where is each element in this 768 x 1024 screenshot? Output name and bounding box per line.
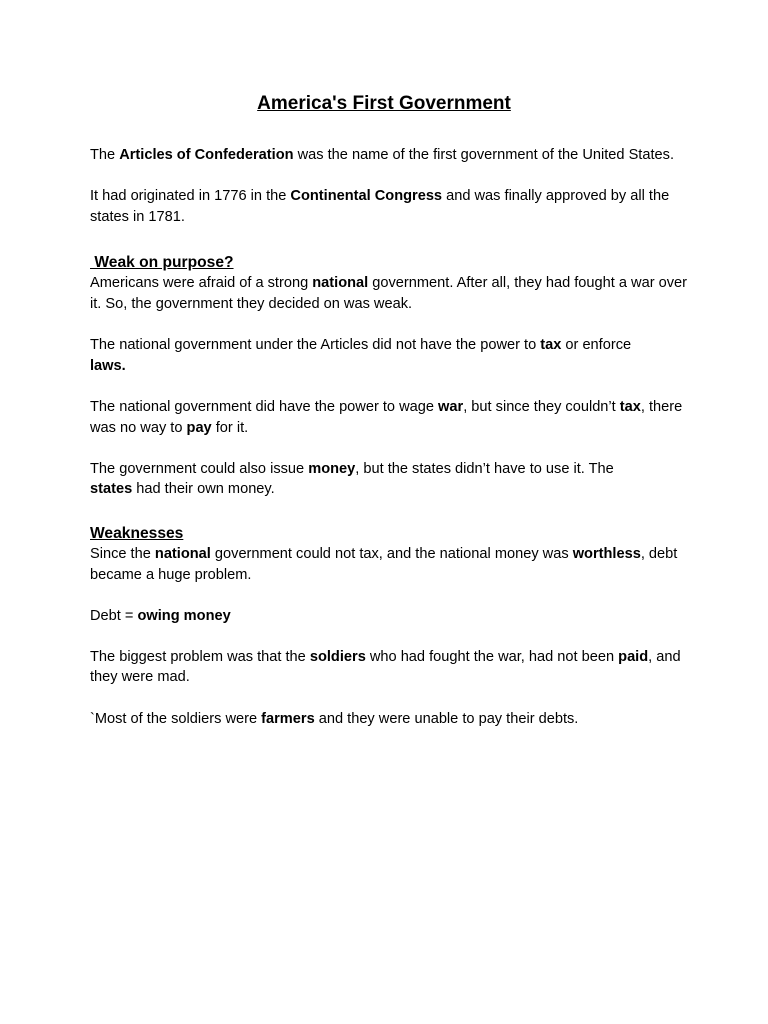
paragraph-origin xyxy=(90,186,690,227)
section-heading-weak-on-purpose: Weak on purpose? xyxy=(90,254,234,272)
text: The government could also issue xyxy=(90,460,309,477)
text: government. After all, they had fought a war over it. So, the government they decided on was weak. xyxy=(90,275,688,312)
bold-term: worthless xyxy=(572,545,641,562)
text: It had originated in 1776 in the xyxy=(90,188,291,205)
text: The xyxy=(90,147,120,163)
paragraph-debt-definition xyxy=(90,606,690,627)
bold-term: Continental Congress xyxy=(290,188,443,205)
text: and was finally approved by all the states in 1781. xyxy=(90,188,670,225)
bold-term: farmers xyxy=(261,710,315,727)
text: had their own money. xyxy=(132,481,275,498)
text: The biggest problem was that the xyxy=(90,648,310,665)
text: Debt = xyxy=(90,607,138,624)
text: for it. xyxy=(211,419,249,436)
text: was the name of the first government of the United States. xyxy=(293,147,674,163)
paragraph-afraid xyxy=(90,273,690,314)
bold-term: national xyxy=(312,275,369,292)
text: , debt became a huge problem. xyxy=(90,545,678,583)
text: The national government did have the power to wage xyxy=(90,398,439,415)
paragraph-soldiers xyxy=(90,647,690,688)
bold-term: tax xyxy=(540,337,562,354)
bold-term: states xyxy=(90,481,133,498)
text: government could not tax, and the national money was xyxy=(210,545,573,562)
text: and they were unable to pay their debts. xyxy=(314,710,579,727)
bold-term: soldiers xyxy=(309,648,366,665)
bold-term: tax xyxy=(619,398,641,415)
text: , but the states didn’t have to use it. The xyxy=(355,460,614,477)
text: Since the xyxy=(90,545,155,562)
page-title: America's First Government xyxy=(257,93,511,114)
spacer xyxy=(90,500,690,520)
bold-term: owing money xyxy=(137,607,231,624)
bold-term: Articles of Confederation xyxy=(119,147,294,163)
spacer xyxy=(90,227,690,249)
bold-term: money xyxy=(308,460,356,477)
bold-term: laws. xyxy=(90,357,126,374)
paragraph-farmers xyxy=(90,709,690,730)
text: `Most of the soldiers were xyxy=(90,710,262,727)
paragraph-war-power xyxy=(90,397,690,438)
bold-term: pay xyxy=(186,419,212,436)
bold-term: paid xyxy=(618,648,649,665)
text: or enforce xyxy=(561,337,632,354)
text: , but since they couldn’t xyxy=(463,398,620,415)
bold-term: war xyxy=(438,398,464,415)
text: Americans were afraid of a strong xyxy=(90,275,313,292)
text: The national government under the Articles did not have the power to xyxy=(90,337,541,354)
text: who had fought the war, had not been xyxy=(365,648,619,665)
text: , there was no way to xyxy=(90,398,683,436)
paragraph-money xyxy=(90,459,690,500)
paragraph-tax-power xyxy=(90,335,690,376)
bold-term: national xyxy=(154,545,211,562)
text: , and they were mad. xyxy=(90,648,681,686)
paragraph-articles xyxy=(90,145,690,166)
paragraph-debt-problem xyxy=(90,544,690,585)
section-heading-weaknesses: Weaknesses xyxy=(90,524,184,542)
document-body xyxy=(90,145,690,750)
